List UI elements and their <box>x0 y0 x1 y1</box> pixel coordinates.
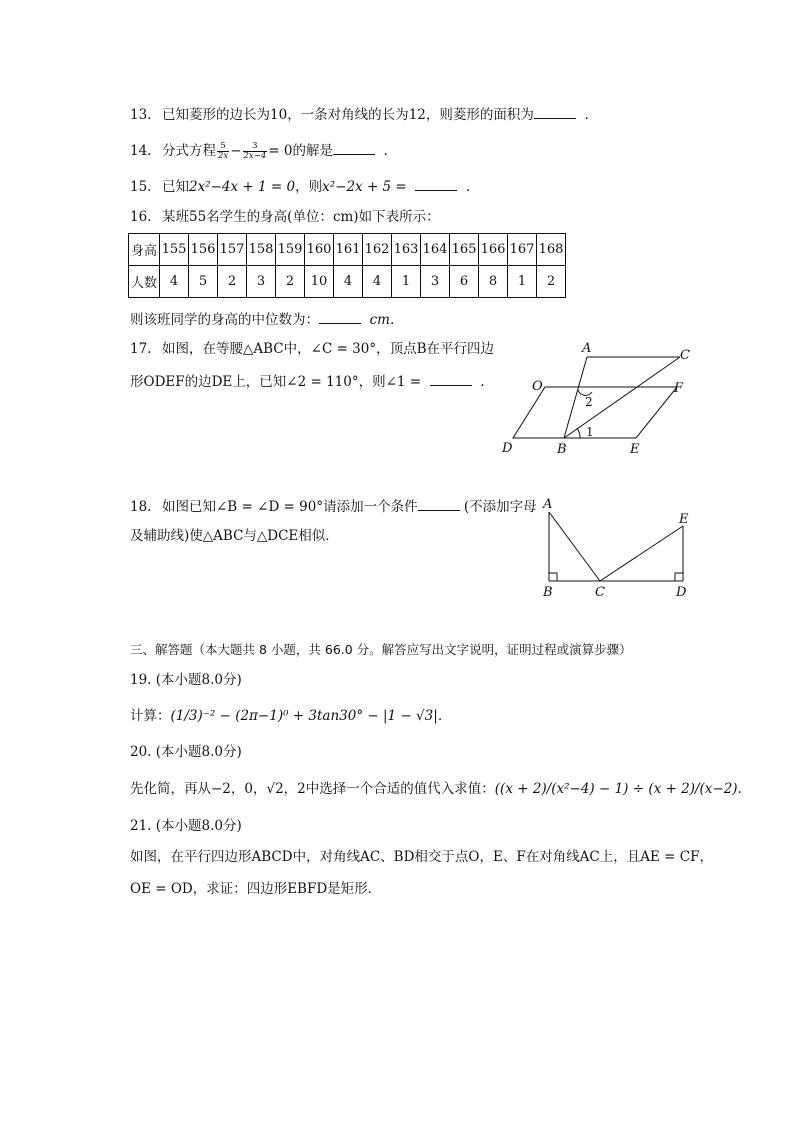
label-d: D <box>502 441 513 456</box>
table-cell: 3 <box>247 266 276 298</box>
question-20-header: 20. (本小题8.0分) <box>130 744 242 760</box>
angle-1-label: 1 <box>586 425 594 439</box>
label-d: D <box>676 585 687 600</box>
angle-1-arc <box>577 428 580 438</box>
fraction: $\frac{3}{2x-4}$ <box>243 141 267 161</box>
table-cell: 165 <box>450 234 479 266</box>
question-number: 13. <box>130 107 152 123</box>
question-number: 17. <box>130 341 152 357</box>
table-cell: 2 <box>537 266 566 298</box>
label-b: B <box>557 442 567 457</box>
fraction: $\frac{5}{2x}$ <box>218 141 229 161</box>
label-c: C <box>680 348 690 363</box>
answer-blank[interactable] <box>418 496 460 511</box>
question-19: 计算：(1/3)⁻² − (2π−1)⁰ + 3tan30° − |1 − √3|． <box>130 708 452 724</box>
label-a: A <box>543 497 553 512</box>
table-cell: 168 <box>537 234 566 266</box>
question-number: 18. <box>130 499 152 515</box>
section-heading: 三、解答题（本大题共 8 小题，共 66.0 分。解答应写出文字说明，证明过程或演算步骤） <box>130 642 632 657</box>
segment-ac <box>549 512 600 581</box>
table-cell: 161 <box>334 234 363 266</box>
height-table <box>128 233 566 298</box>
answer-blank[interactable] <box>534 104 576 119</box>
label-a: A <box>582 341 592 356</box>
table-cell: 156 <box>189 234 218 266</box>
question-21-line2: OE = OD，求证：四边形EBFD是矩形． <box>130 881 382 897</box>
question-17-line2: 形ODEF的边DE上，已知∠2 = 110°，则∠1 = . <box>130 371 485 391</box>
answer-blank[interactable] <box>430 371 472 386</box>
table-row <box>129 234 566 266</box>
question-19-header: 19. (本小题8.0分) <box>130 672 242 688</box>
label-e: E <box>679 512 689 527</box>
question-20: 先化简，再从−2，0，√2，2中选择一个合适的值代入求值：((x + 2)/(x²−4) − 1) ÷ (x + 2)/(x−2). <box>130 781 742 797</box>
table-header-cell: 身高 <box>129 234 160 266</box>
table-header-cell: 人数 <box>129 266 160 298</box>
table-cell: 8 <box>479 266 508 298</box>
table-cell: 164 <box>421 234 450 266</box>
table-cell: 4 <box>160 266 189 298</box>
table-cell: 162 <box>363 234 392 266</box>
question-18: 18. 如图已知∠B = ∠D = 90°请添加一个条件 (不添加字母 <box>130 496 537 516</box>
right-angle-d <box>675 573 683 581</box>
parallelogram-odef <box>513 387 677 438</box>
question-21-line1: 如图，在平行四边形ABCD中，对角线AC、BD相交于点O，E、F在对角线AC上，且AE = CF， <box>130 849 713 865</box>
table-cell: 10 <box>305 266 334 298</box>
segment-ab <box>564 357 587 438</box>
question-21-header: 21. (本小题8.0分) <box>130 818 242 834</box>
table-cell: 1 <box>508 266 537 298</box>
question-number: 14. <box>130 143 152 159</box>
table-row <box>129 266 566 298</box>
table-cell: 5 <box>189 266 218 298</box>
table-cell: 2 <box>276 266 305 298</box>
table-cell: 158 <box>247 234 276 266</box>
label-o: O <box>532 379 543 394</box>
table-cell: 160 <box>305 234 334 266</box>
answer-blank[interactable] <box>333 140 375 155</box>
question-17: 17. 如图，在等腰△ABC中，∠C = 30°，顶点B在平行四边 <box>130 341 495 357</box>
table-cell: 2 <box>218 266 247 298</box>
table-cell: 4 <box>334 266 363 298</box>
question-14: 14. 分式方程 $\frac{5}{2x}$ − $\frac{3}{2x-4}$ = 0的解是 . <box>130 141 388 161</box>
table-cell: 3 <box>421 266 450 298</box>
question-13: 13. 已知菱形的边长为10，一条对角线的长为12，则菱形的面积为 . <box>130 104 589 124</box>
angle-2-label: 2 <box>585 395 593 409</box>
label-b: B <box>543 585 553 600</box>
table-cell: 163 <box>392 234 421 266</box>
table-cell: 6 <box>450 266 479 298</box>
table-cell: 166 <box>479 234 508 266</box>
table-cell: 157 <box>218 234 247 266</box>
question-18-line2: 及辅助线)使△ABC与△DCE相似． <box>130 528 339 544</box>
question-16-prompt: 则该班同学的身高的中位数为： cm. <box>130 309 394 329</box>
answer-blank[interactable] <box>319 309 361 324</box>
segment-bc <box>564 357 680 438</box>
figure-17-parallelogram <box>500 340 710 460</box>
question-number: 16. <box>130 209 152 225</box>
segment-ce <box>600 526 683 581</box>
table-cell: 167 <box>508 234 537 266</box>
table-cell: 159 <box>276 234 305 266</box>
label-e: E <box>630 442 640 457</box>
label-f: F <box>674 381 684 396</box>
label-c: C <box>595 585 605 600</box>
question-16: 16. 某班55名学生的身高(单位：cm)如下表所示： <box>130 209 440 225</box>
question-number: 15. <box>130 179 152 195</box>
right-angle-b <box>549 573 557 581</box>
table-cell: 1 <box>392 266 421 298</box>
table-cell: 4 <box>363 266 392 298</box>
figure-18-triangles <box>538 496 698 606</box>
question-15: 15. 已知2x²−4x + 1 = 0，则x²−2x + 5 = . <box>130 176 470 196</box>
table-cell: 155 <box>160 234 189 266</box>
answer-blank[interactable] <box>415 176 457 191</box>
